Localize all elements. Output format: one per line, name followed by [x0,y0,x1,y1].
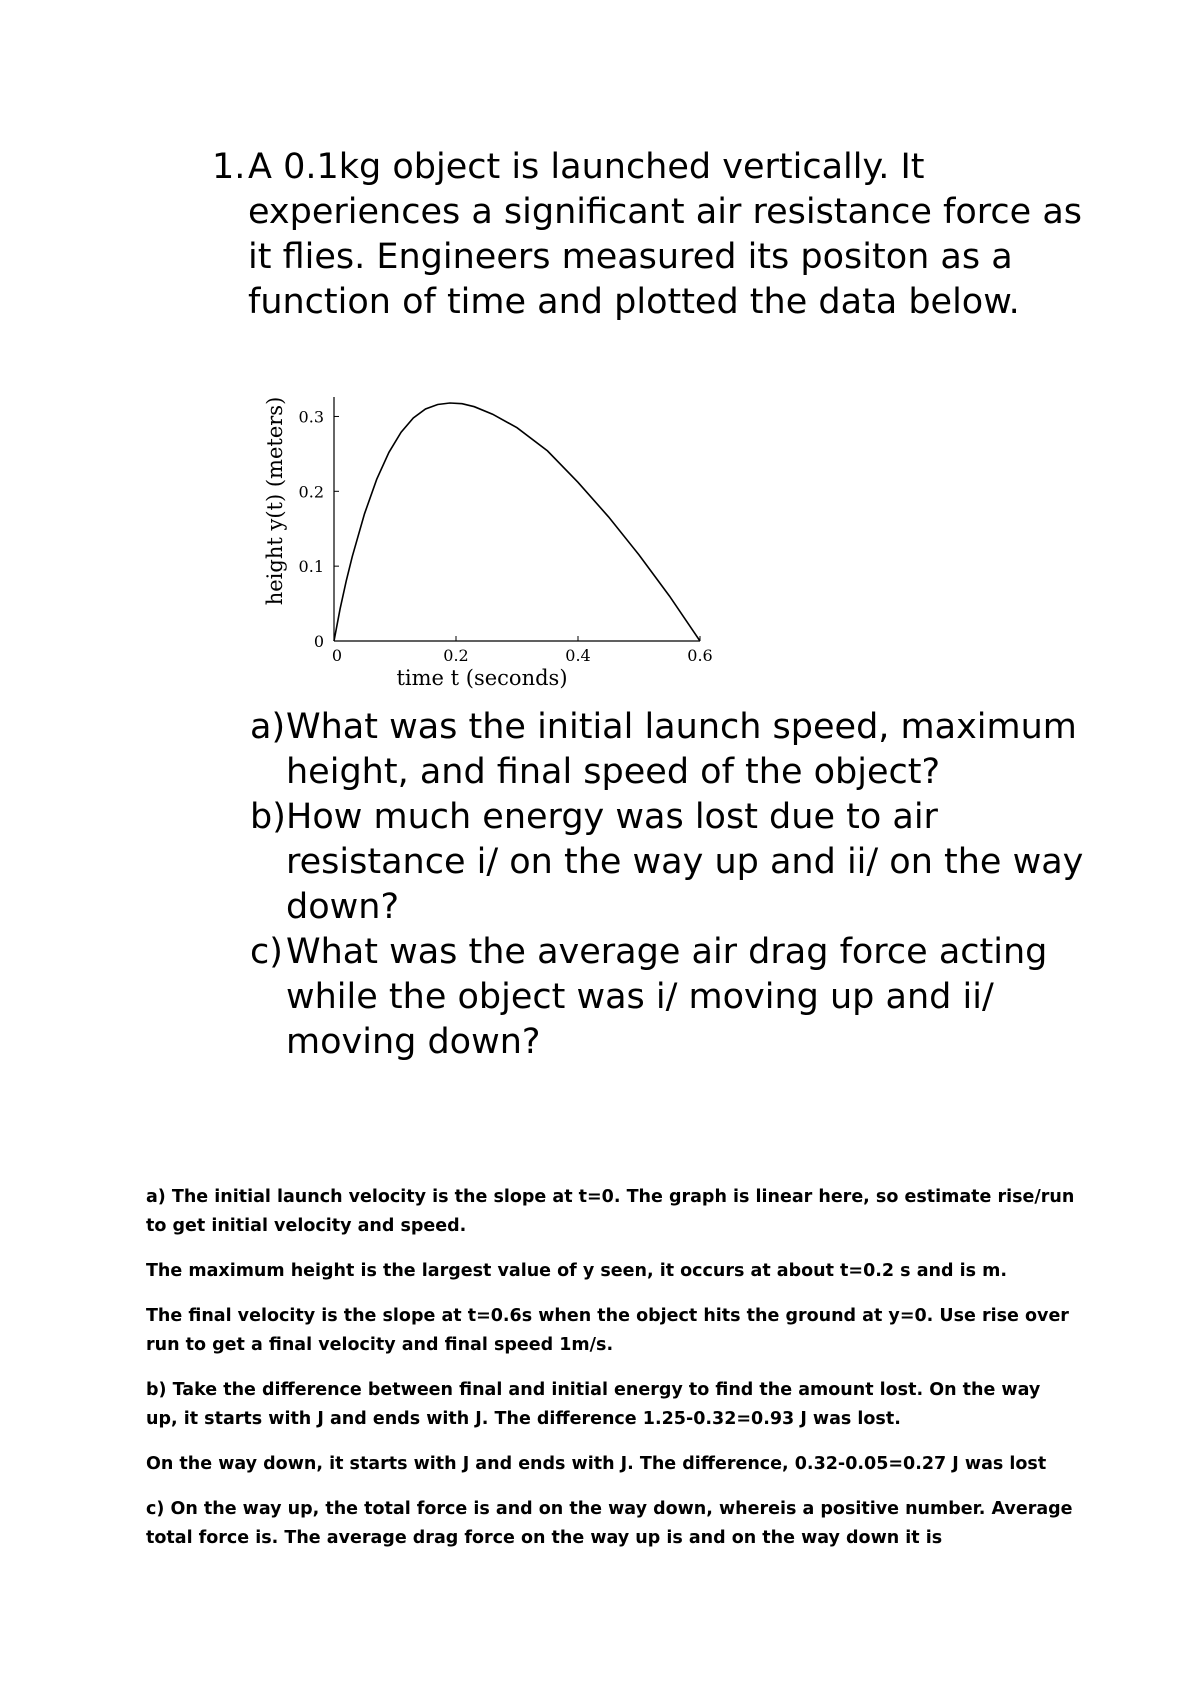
question-label: c) [250,932,283,972]
answer-paragraph: On the way down, it starts with J and ends with J. The difference, 0.32-0.05=0.27 J was lost [146,1454,1047,1474]
chart-tick-labels [299,407,713,665]
question-label: a) [250,707,286,747]
chart-ticks [334,416,700,641]
chart-axes [334,397,700,641]
y-tick-label: 0 [313,632,324,651]
answer-paragraph: b) Take the difference between final and initial energy to find the amount lost. On the way up, it starts with J and ends with J. The difference 1.25-0.32=0.93 J was lost. [146,1380,1041,1429]
y-tick-label: 0.1 [298,557,324,577]
problem-text: A 0.1kg object is launched vertically. It experiences a significant air resistance force as it flies. Engineers measured its positon as a function of time and plotted the data below. [248,147,1083,322]
question-label: b) [250,797,286,837]
answer-paragraph: a) The initial launch velocity is the slope at t=0. The graph is linear here, so estimate rise/run to get initial velocity and speed. [146,1187,1075,1236]
question-c [250,930,1090,1065]
answer-paragraph: The maximum height is the largest value of y seen, it occurs at about t=0.2 s and is m. [146,1261,1007,1281]
height-vs-time-chart [260,382,720,692]
question-b [250,795,1090,930]
x-tick-label: 0.2 [443,646,469,665]
answer-paragraph: The final velocity is the slope at t=0.6s when the object hits the ground at y=0. Use rise over run to get a final velocity and final speed 1m/s. [146,1306,1069,1355]
questions-list [250,705,1090,1065]
answer-paragraph: c) On the way up, the total force is and on the way down, whereis a positive number. Average total force is. The average drag force on the way up is and on the way down it is [146,1499,1073,1548]
height-curve [334,403,700,641]
question-text: What was the initial launch speed, maximum height, and final speed of the object? [286,707,1077,792]
x-tick-label: 0.6 [687,646,713,665]
y-tick-label: 0.3 [298,407,324,427]
answer-section [146,1183,1076,1569]
y-tick-label: 0.2 [298,482,324,502]
problem-number: 1. [212,147,246,187]
x-tick-label: 0.4 [565,646,591,665]
x-tick-label: 0 [331,646,343,665]
question-a [250,705,1090,795]
question-text: How much energy was lost due to air resistance i/ on the way up and ii/ on the way down? [286,797,1084,927]
question-text: What was the average air drag force acting while the object was i/ moving up and ii/ moving down? [286,932,1048,1062]
y-axis-label: height y(t) (meters) [263,396,287,606]
x-axis-label: time t (seconds) [396,666,568,690]
